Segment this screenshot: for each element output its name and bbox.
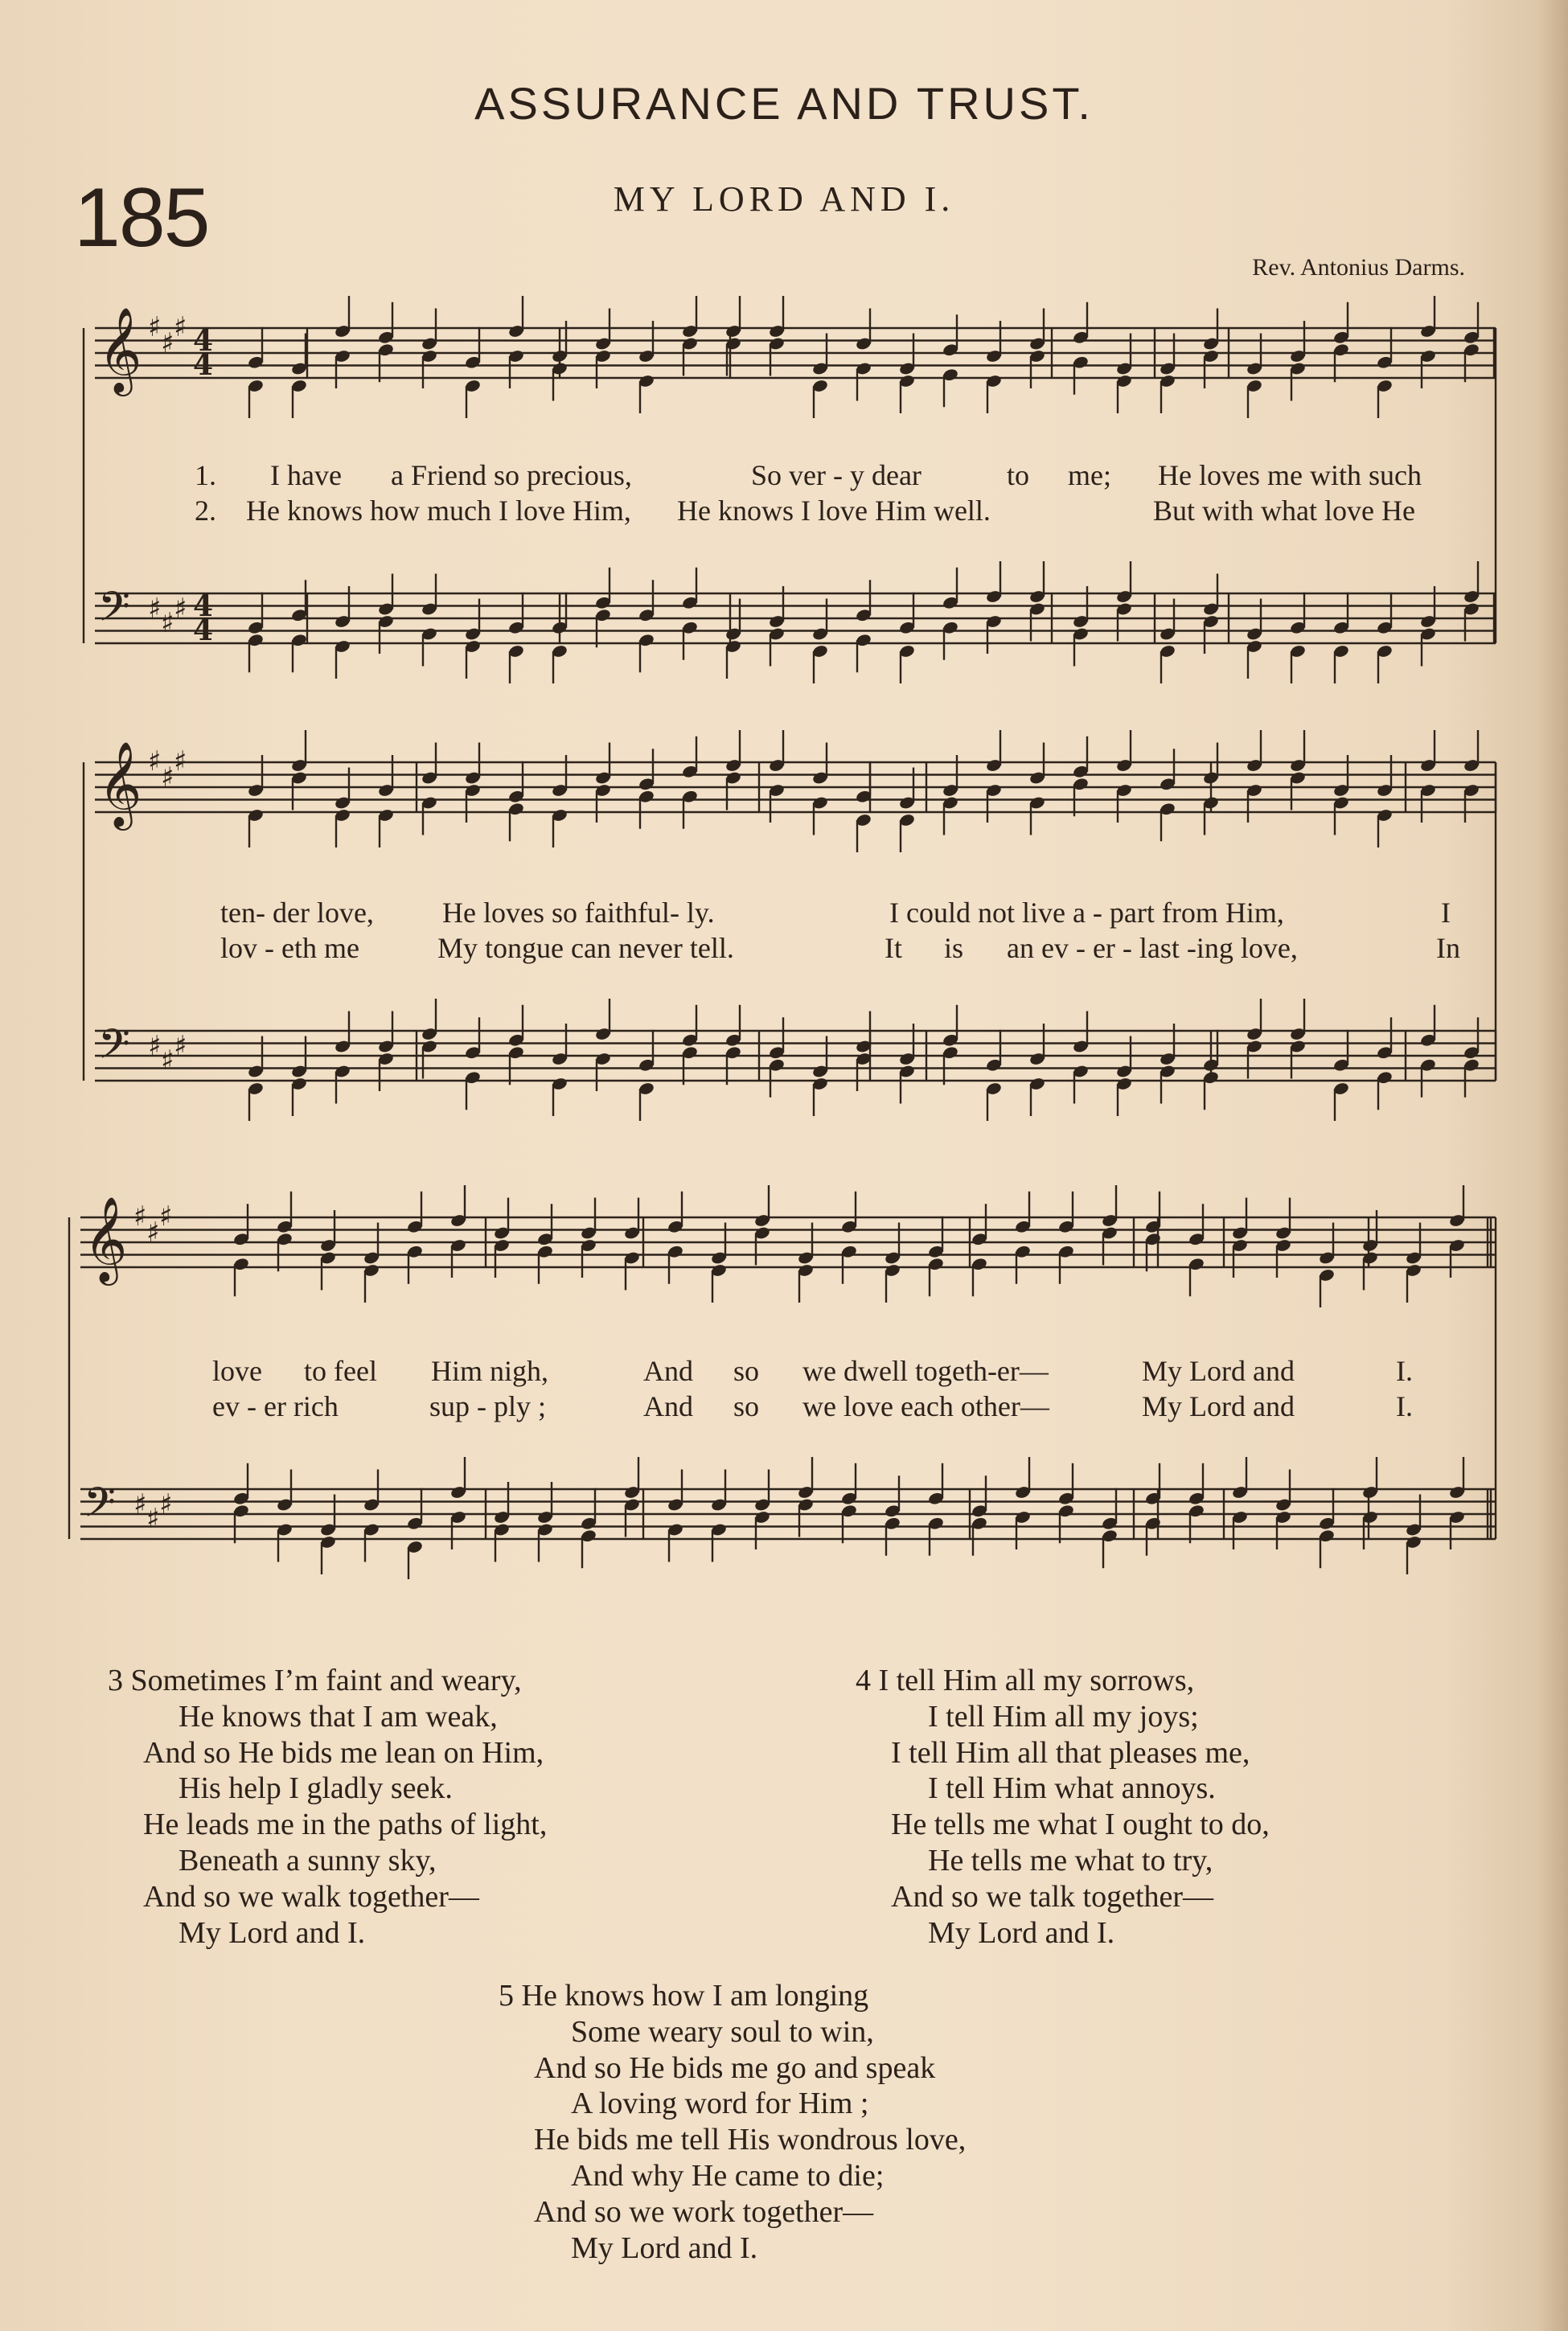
sharp-icon: ♯: [159, 1488, 173, 1520]
sharp-icon: ♯: [133, 1488, 147, 1520]
time-signature-digit: 4: [193, 589, 214, 623]
time-signature-digit: 4: [193, 348, 214, 382]
lyric-syllable: ev - er rich: [212, 1390, 339, 1422]
stanza-line: I tell Him all that pleases me,: [891, 1735, 1250, 1770]
stanza-line: And so He bids me go and speak: [534, 2050, 936, 2085]
lyric-syllable: He knows how much I love Him,: [246, 495, 631, 527]
stanza-3: [108, 1663, 547, 1951]
stanza-line: I tell Him what annoys.: [928, 1771, 1216, 1806]
stanza-number: 4: [856, 1664, 871, 1697]
stanza-line: My Lord and I.: [928, 1915, 1115, 1950]
sharp-icon: ♯: [146, 1217, 160, 1249]
treble-clef-icon: 𝄞: [84, 1196, 128, 1282]
time-signature-digit: 4: [193, 614, 214, 647]
section-title: ASSURANCE AND TRUST.: [474, 78, 1094, 129]
stanza-line: And so He bids me lean on Him,: [143, 1735, 544, 1770]
lyric-syllable: to feel: [304, 1355, 377, 1387]
lyric-syllable: is: [944, 932, 964, 964]
verse-number: 2.: [195, 495, 216, 527]
sharp-icon: ♯: [133, 1200, 147, 1233]
treble-clef-icon: 𝄞: [98, 306, 142, 392]
lyric-syllable: My Lord and: [1142, 1390, 1295, 1422]
lyric-syllable: so: [733, 1355, 760, 1387]
lyric-syllable: I.: [1396, 1390, 1413, 1422]
lyric-syllable: to: [1007, 459, 1030, 491]
lyric-syllable: a Friend so precious,: [391, 459, 632, 491]
stanza-line: His help I gladly seek.: [179, 1771, 453, 1806]
sharp-icon: ♯: [148, 1030, 162, 1062]
lyric-syllable: ten- der love,: [220, 897, 374, 929]
lyric-line-system1-verse2: [0, 494, 1568, 526]
sharp-icon: ♯: [174, 593, 187, 625]
hymn-number: 185: [74, 171, 209, 265]
stanza-number: 3: [108, 1664, 123, 1697]
lyric-syllable: He knows I love Him well.: [677, 495, 991, 527]
stanza-line: A loving word for Him ;: [571, 2087, 869, 2121]
lyric-syllable: My tongue can never tell.: [437, 932, 734, 964]
lyric-syllable: sup - ply ;: [429, 1390, 547, 1422]
verse-number: 1.: [195, 459, 216, 491]
stanza-line: He tells me what I ought to do,: [891, 1808, 1270, 1842]
treble-clef-icon: 𝄞: [98, 741, 142, 827]
stanza-line: I tell Him all my joys;: [928, 1699, 1199, 1734]
stanza-line: He leads me in the paths of light,: [143, 1808, 548, 1842]
sharp-icon: ♯: [159, 1200, 173, 1233]
sharp-icon: ♯: [161, 327, 174, 359]
lyric-syllable: He loves me with such: [1158, 459, 1422, 491]
sharp-icon: ♯: [148, 311, 162, 343]
bass-clef-icon: 𝄢: [98, 1020, 130, 1078]
lyric-line-system3-verse2: [0, 1389, 1568, 1422]
lyric-syllable: So ver - y dear: [751, 459, 922, 491]
sharp-icon: ♯: [174, 745, 187, 778]
lyric-syllable: And: [643, 1355, 693, 1387]
lyric-syllable: we dwell togeth-er—: [802, 1355, 1049, 1387]
stanza-line: I tell Him all my sorrows,: [878, 1664, 1195, 1697]
sharp-icon: ♯: [148, 593, 162, 625]
lyric-syllable: I.: [1396, 1355, 1413, 1387]
lyric-line-system2-verse2: [0, 931, 1568, 963]
lyric-syllable: me;: [1068, 459, 1111, 491]
lyric-syllable: I: [1441, 897, 1451, 929]
stanza-line: And so we work together—: [534, 2194, 874, 2229]
lyric-line-system1-verse1: [0, 458, 1568, 490]
stanza-line: And so we talk together—: [891, 1879, 1214, 1914]
sharp-icon: ♯: [161, 607, 174, 639]
lyric-syllable: It: [885, 932, 902, 964]
stanza-line: He knows that I am weak,: [179, 1699, 498, 1734]
bass-clef-icon: 𝄢: [98, 582, 130, 641]
lyric-syllable: we love each other—: [802, 1390, 1049, 1422]
lyric-syllable: I have: [270, 459, 342, 491]
stanza-line: Some weary soul to win,: [571, 2014, 874, 2049]
sharp-icon: ♯: [174, 1030, 187, 1062]
lyric-syllable: My Lord and: [1142, 1355, 1295, 1387]
stanza-line: And why He came to die;: [571, 2158, 885, 2193]
lyric-syllable: In: [1436, 932, 1460, 964]
stanza-line: Beneath a sunny sky,: [179, 1843, 437, 1878]
sharp-icon: ♯: [161, 1044, 174, 1077]
stanza-5: [499, 1978, 966, 2266]
lyric-line-system2-verse1: [0, 896, 1568, 928]
stanza-line: He knows how I am longing: [521, 1979, 869, 2013]
lyric-syllable: love: [212, 1355, 262, 1387]
stanza-line: Sometimes I’m faint and weary,: [130, 1664, 522, 1697]
stanza-line: My Lord and I.: [571, 2230, 758, 2265]
sharp-icon: ♯: [148, 745, 162, 778]
lyric-syllable: so: [733, 1390, 760, 1422]
lyric-syllable: He loves so faithful- ly.: [442, 897, 715, 929]
stanza-line: And so we walk together—: [143, 1879, 479, 1914]
sharp-icon: ♯: [146, 1503, 160, 1535]
lyric-syllable: But with what love He: [1153, 495, 1415, 527]
bass-clef-icon: 𝄢: [84, 1478, 116, 1537]
hymn-author: Rev. Antonius Darms.: [1252, 254, 1465, 281]
stanza-line: He bids me tell His wondrous love,: [534, 2123, 967, 2157]
sharp-icon: ♯: [174, 311, 187, 343]
stanza-line: He tells me what to try,: [928, 1843, 1213, 1878]
lyric-line-system3-verse1: [0, 1354, 1568, 1386]
lyric-syllable: lov - eth me: [220, 932, 359, 964]
sharp-icon: ♯: [161, 761, 174, 794]
lyric-syllable: Him nigh,: [431, 1355, 549, 1387]
stanza-4: [856, 1663, 1270, 1951]
stanza-number: 5: [499, 1979, 514, 2013]
time-signature-digit: 4: [193, 324, 214, 358]
lyric-syllable: I could not live a - part from Him,: [889, 897, 1284, 929]
lyric-syllable: And: [643, 1390, 693, 1422]
lyric-syllable: an ev - er - last -ing love,: [1007, 932, 1298, 964]
stanza-line: My Lord and I.: [179, 1915, 366, 1950]
hymn-title: MY LORD AND I.: [613, 179, 955, 219]
